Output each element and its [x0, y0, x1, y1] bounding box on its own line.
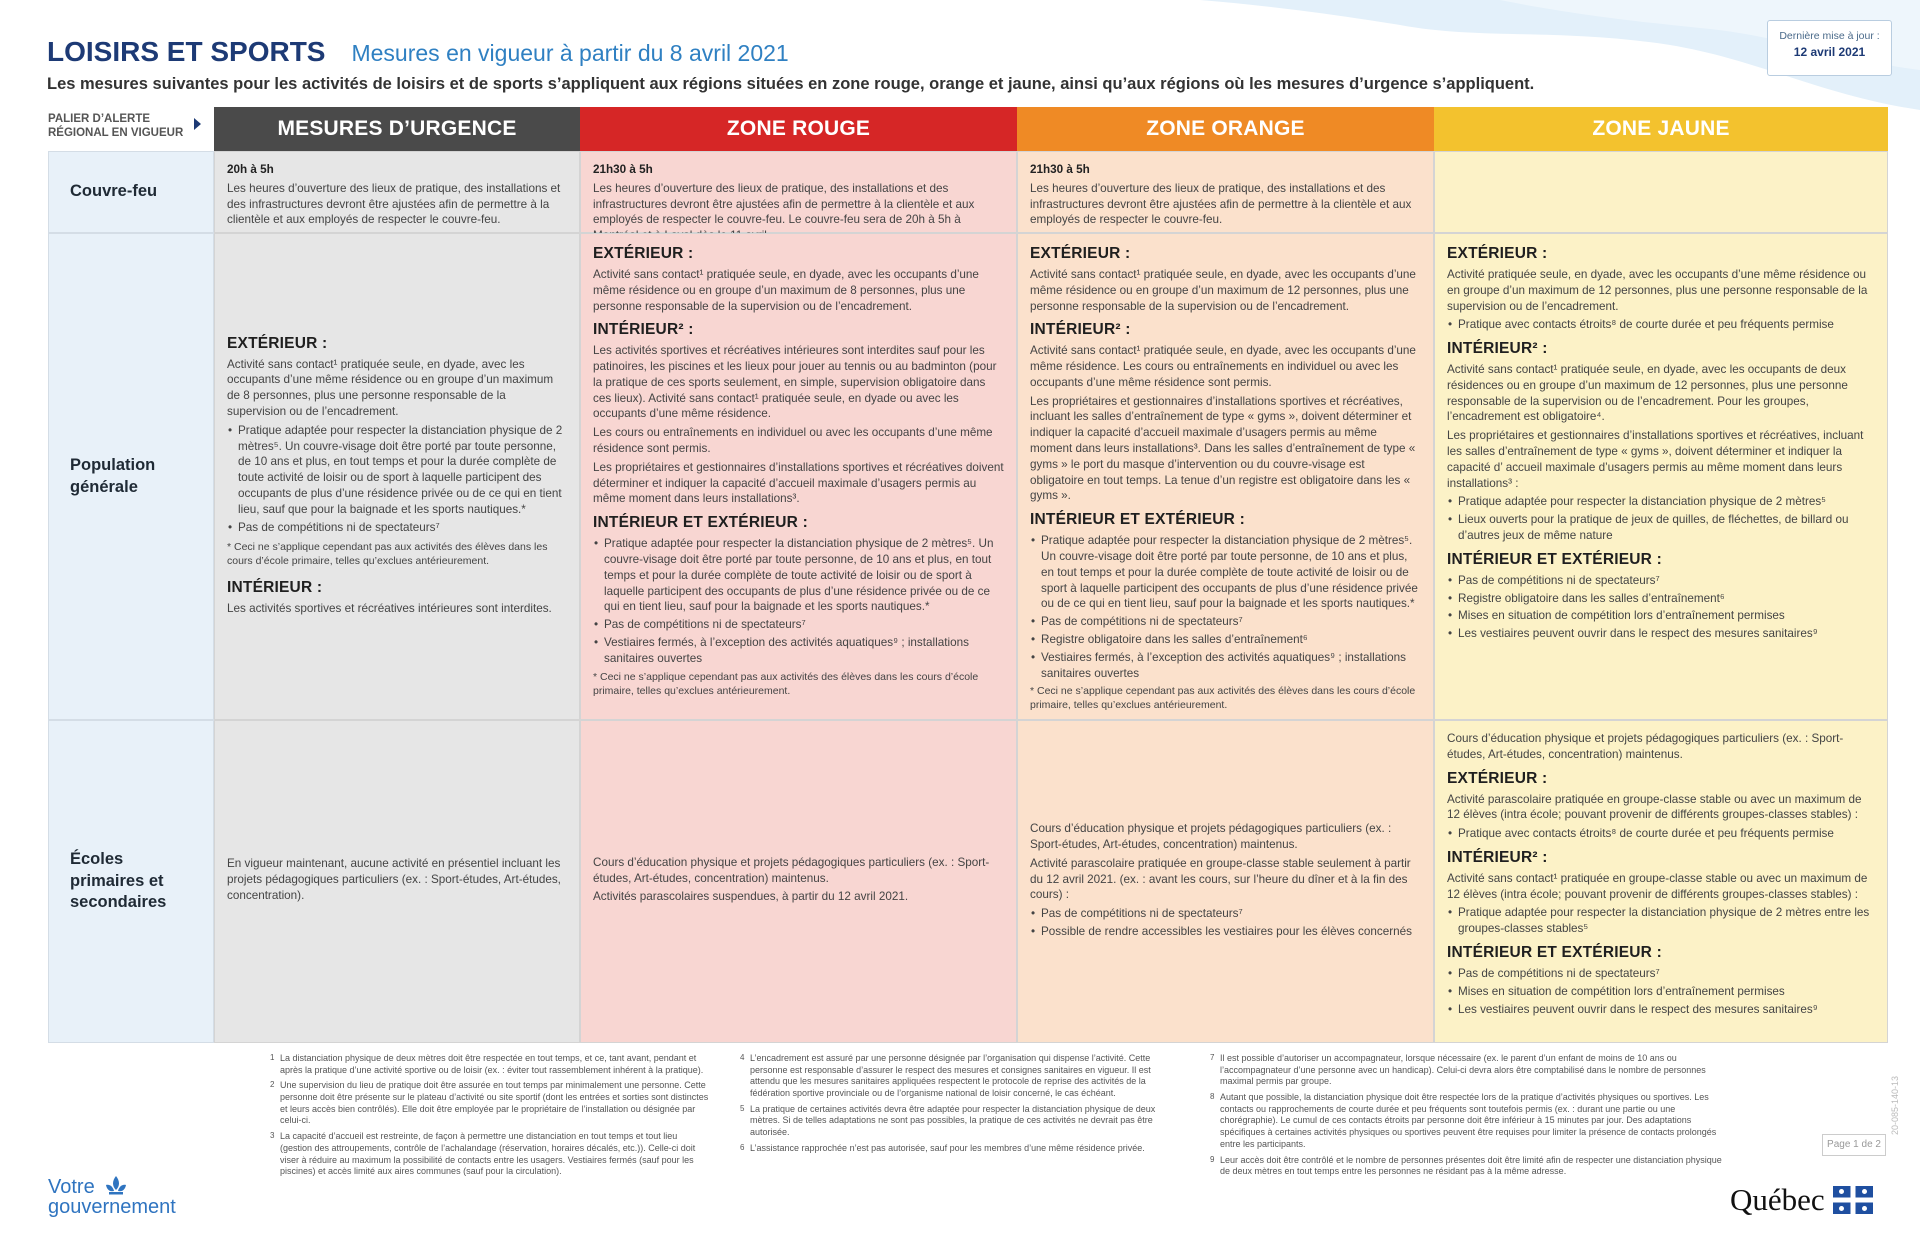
- section-text: Activité sans contact¹ pratiquée seule, en dyade, avec les occupants d’une même résidence ou en groupe d’un maximum de 12 personnes, plus une personne responsable de la supervision ou de l’encadrement.: [1030, 267, 1416, 313]
- quebec-flag-icon: [1833, 1186, 1873, 1214]
- footnote: [270, 1131, 710, 1178]
- palier-line-2: RÉGIONAL EN VIGUEUR: [48, 127, 184, 140]
- intro-text: Les mesures suivantes pour les activités de loisirs et de sports s’appliquent aux régions situées en zone rouge, orange et jaune, ainsi qu’aux régions où les mesures d’urgence s’appliquent.: [47, 75, 1535, 93]
- row-label-line: secondaires: [70, 893, 167, 912]
- update-date: 12 avril 2021: [1793, 45, 1866, 59]
- curfew-time: 21h30 à 5h: [1030, 163, 1090, 176]
- curfew-text: Les heures d’ouverture des lieux de pratique, des installations et des infrastructures devront être ajustées afin de permettre à la clientèle et aux employés de respecter le couvre-feu. Le couvre-feu sera de 20h à 5h à: [593, 181, 975, 227]
- section-text: Les propriétaires et gestionnaires d’installations sportives et récréatives, incluant les salles d’entraînement de type « gyms », doivent déterminer et indiquer la capacité d’ accueil maximale d’usagers permis au même moment dans leurs installations³ :: [1447, 429, 1864, 490]
- section-text: Les cours ou entraînements en individuel ou avec les occupants d’une même résidence sont permis.: [593, 426, 993, 456]
- bullet-list: [1030, 533, 1421, 681]
- footnote: [740, 1143, 1180, 1155]
- arrow-right-icon: [194, 118, 201, 130]
- quebec-wordmark: Québec: [1730, 1182, 1825, 1217]
- bullet-list: [1447, 317, 1875, 333]
- list-item: • Pratique avec contacts étroits⁸ de courte durée et peu fréquents permise: [1447, 317, 1875, 333]
- list-item: • Pas de compétitions ni de spectateurs⁷: [1030, 614, 1421, 630]
- bullet-list: [1447, 573, 1875, 642]
- row-label-line: Écoles: [70, 850, 124, 869]
- section-text: Les propriétaires et gestionnaires d’installations sportives et récréatives doivent déterminer et indiquer la capacité d’accueil maximale d’usagers permis au même moment dans leurs installations³.: [593, 460, 1004, 506]
- footnote-number: 1: [270, 1053, 275, 1062]
- footnote-column: [270, 1053, 710, 1182]
- footnote: [270, 1053, 710, 1076]
- footnote-text: Leur accès doit être contrôlé et le nombre de personnes présentes doit être limité afin de respecter une distanciation physique de deux mètres en tout temps entre les personnes ne résidant pas à la même adresse.: [1220, 1154, 1722, 1177]
- section-title: INTÉRIEUR ET EXTÉRIEUR :: [593, 514, 808, 532]
- section-title: EXTÉRIEUR :: [593, 245, 694, 262]
- page-title: LOISIRS ET SPORTS: [47, 36, 326, 67]
- footnote-number: 2: [270, 1080, 275, 1090]
- bullet-list: [1030, 906, 1421, 942]
- list-item: • Pratique adaptée pour respecter la distanciation physique de 2 mètres⁵: [1447, 494, 1875, 510]
- row-label-line: Population: [70, 456, 156, 475]
- list-item: • Mises en situation de compétition lors d’entraînement permises: [1447, 608, 1875, 624]
- last-update-box: [1767, 20, 1892, 76]
- section-title: EXTÉRIEUR :: [1447, 769, 1548, 787]
- cell-ecoles-jaune: [1434, 720, 1888, 1043]
- list-item: • Pratique adaptée pour respecter la distanciation physique de 2 mètres⁵. Un couvre-visage doit être porté par toute personne, de 10 ans et plus, en tout temps et pour la durée complète de toute activité de loisir ou de sport à laquelle participent des occupants de plus d’une résidence privée ou de ce qui en tient lieu, sauf pour la baignade et les sports nautiques.*: [593, 536, 1004, 615]
- list-item: • Vestiaires fermés, à l’exception des activités aquatiques⁹ ; installations sanitaires ouvertes: [593, 635, 1004, 667]
- section-title: INTÉRIEUR² :: [1030, 321, 1131, 339]
- section-text: Les activités sportives et récréatives intérieures sont interdites sauf pour les patinoires, les piscines et les lieux pour jouer au tennis ou au badminton (pour la pratique de ces sports seulement, en simple, supervision obligatoire dans ces lieux). Activité sans contact¹ pratiquée seule, en dyade ou avec les occupants d’une même résidence.: [593, 344, 997, 421]
- list-item: • Pas de compétitions ni de spectateurs⁷: [1447, 573, 1875, 589]
- section-text: Activité sans contact¹ pratiquée seule, en dyade, avec les occupants de deux résidences ou en groupe d’un maximum de 12 personnes, plus une personne responsable de la supervision ou de l’encadrement. Pour les groupes, l’encadrement est obligatoire⁴.: [1447, 363, 1848, 424]
- footnote-number: 9: [1210, 1154, 1215, 1164]
- list-item: • Registre obligatoire dans les salles d’entraînement⁶: [1447, 591, 1875, 607]
- footnote-text: Autant que possible, la distanciation physique doit être respectée lors de la pratique d’activités physiques ou sportives. Les contacts ou rapprochements de courte durée et peu fréquents sont toutefois permis (ex. : durant une partie ou une chorégraphie). Le cumul de ces contacts étroits par personne doit être inférieur à 15 minutes par jour. Des adaptations spécifiques à certaines activités physiques ou sportives peuvent être requises pour limiter la présence de contacts prolongés entre les participants.: [1220, 1092, 1717, 1149]
- asterisk-note: * Ceci ne s’applique cependant pas aux activités des élèves dans les cours d’école primaire, telles qu’exclues antérieurement.: [227, 541, 548, 568]
- votre-gouvernement-logo: [48, 1175, 176, 1217]
- update-label: Dernière mise à jour :: [1779, 30, 1880, 42]
- footnote-number: 6: [740, 1142, 745, 1152]
- curfew-time: 21h30 à 5h: [593, 163, 653, 176]
- footnote-text: Il est possible d’autoriser un accompagnateur, lorsque nécessaire (ex. le parent d’un enfant de moins de 10 ans ou l’accompagnateur d’une personne avec un handicap). Celui-ci devra alors être comptabilisé dans le nombre de personnes maximal permis par groupe.: [1220, 1053, 1706, 1087]
- section-text: Cours d’éducation physique et projets pédagogiques particuliers (ex. : Sport-études, Art-études, concentration) maintenus.: [1030, 822, 1392, 851]
- section-text: Cours d’éducation physique et projets pédagogiques particuliers (ex. : Sport-études, Art-études, concentration) maintenus.: [593, 855, 990, 885]
- document-code: 20-085-140-13: [1890, 1075, 1900, 1135]
- section-title: INTÉRIEUR² :: [1447, 848, 1548, 866]
- section-title: INTÉRIEUR ET EXTÉRIEUR :: [1030, 511, 1245, 529]
- list-item: • Mises en situation de compétition lors d’entraînement permises: [1447, 984, 1875, 1000]
- cell-population-urgence: [214, 233, 580, 720]
- list-item: • Pratique adaptée pour respecter la distanciation physique de 2 mètres⁵. Un couvre-visage doit être porté par toute personne, de 10 ans et plus, en tout temps et pour la durée complète de toute activité de loisir ou de sport à laquelle participent des occupants de plus d’une résidence privée ou de ce qui en tient lieu, sauf que pour la baignade et les sports nautiques.*: [227, 423, 567, 518]
- column-header-rouge: ZONE ROUGE: [580, 107, 1017, 151]
- footnote-text: L’encadrement est assuré par une personne désignée par l’organisation qui dispense l’activité. Cette personne est responsable d’assurer le respect des mesures et consignes sanitaires en vigueur. Il est attendu que les mesures sanitaires appliquées respectent le protocole de reprise des activités de la fédération sportive provinciale ou de l’organisme national de loisir concerné, le cas échéant.: [750, 1053, 1151, 1099]
- row-label-ecoles: [48, 720, 214, 1043]
- section-text: Les propriétaires et gestionnaires d’installations sportives et récréatives, incluant les salles d’entraînement de type « gyms », doivent déterminer et indiquer la capacité d’accueil maximale d’usagers permis au même moment dans leurs installations³. Dans les salles d’entraînement de type « gyms » le port du masque d’intervention ou du couvre-visage est obligatoire en tout temps. La tenue d’un registre est obligatoire dans les « gyms ».: [1030, 394, 1416, 503]
- cell-ecoles-orange: [1017, 720, 1434, 1043]
- section-title: INTÉRIEUR² :: [1447, 340, 1548, 358]
- list-item: • Lieux ouverts pour la pratique de jeux de quilles, de fléchettes, de billard ou d’autres jeux de même nature: [1447, 512, 1875, 544]
- section-text: En vigueur maintenant, aucune activité en présentiel incluant les projets pédagogiques particuliers (ex. : Sport-études, Art-études, concentration).: [227, 857, 561, 902]
- cell-couvre-feu-urgence: [214, 151, 580, 233]
- footnote: [1210, 1155, 1730, 1178]
- column-header-urgence: MESURES D’URGENCE: [214, 107, 580, 151]
- footnote-number: 8: [1210, 1092, 1215, 1102]
- page-subtitle: Mesures en vigueur à partir du 8 avril 2021: [351, 40, 789, 66]
- cell-population-rouge: [580, 233, 1017, 720]
- footnote-number: 5: [740, 1103, 745, 1113]
- section-title: INTÉRIEUR² :: [593, 321, 694, 339]
- section-text: Cours d’éducation physique et projets pédagogiques particuliers (ex. : Sport-études, Art-études, concentration) maintenus.: [1447, 732, 1844, 761]
- list-item: • Pas de compétitions ni de spectateurs⁷: [1447, 966, 1875, 982]
- row-label-couvre-feu: Couvre-feu: [48, 151, 214, 233]
- section-text: Les activités sportives et récréatives intérieures sont interdites.: [227, 601, 552, 615]
- footnote: [1210, 1053, 1730, 1088]
- list-item: • Vestiaires fermés, à l’exception des activités aquatiques⁹ ; installations sanitaires ouvertes: [1030, 650, 1421, 682]
- footnote-text: L’assistance rapprochée n’est pas autorisée, sauf pour les membres d’une même résidence privée.: [750, 1142, 1145, 1153]
- asterisk-note: * Ceci ne s’applique cependant pas aux activités des élèves dans les cours d’école primaire, telles qu’exclues antérieurement.: [1030, 685, 1416, 712]
- list-item: • Pratique avec contacts étroits⁸ de courte durée et peu fréquents permise: [1447, 826, 1875, 842]
- section-text: Activité sans contact¹ pratiquée seule, en dyade, avec les occupants d’une même résidence ou en groupe d’un maximum de 8 personnes, plus une personne responsable de la supervision ou de l’encadrement.: [227, 357, 554, 418]
- measures-table: [48, 107, 1888, 1043]
- cell-population-orange: [1017, 233, 1434, 720]
- bullet-list: [1447, 826, 1875, 842]
- list-item: • Pratique adaptée pour respecter la distanciation physique de 2 mètres entre les groupes-classes stables⁵: [1447, 905, 1875, 937]
- footnote-number: 4: [740, 1053, 745, 1062]
- column-header-orange: ZONE ORANGE: [1017, 107, 1434, 151]
- cell-couvre-feu-rouge: [580, 151, 1017, 233]
- section-text: Activité parascolaire pratiquée en groupe-classe stable seulement à partir du 12 avril 2021. (ex. : avant les cours, sur l’heure du dîner et à la fin des cours) :: [1030, 856, 1411, 902]
- list-item: • Les vestiaires peuvent ouvrir dans le respect des mesures sanitaires⁹: [1447, 1002, 1875, 1018]
- list-item: • Possible de rendre accessibles les vestiaires pour les élèves concernés: [1030, 924, 1421, 940]
- footnote-text: La capacité d’accueil est restreinte, de façon à permettre une distanciation en tout temps et tout lieu (gestion des attroupements, contrôle de l’achalandage (réservation, horaires décalés, etc.)). Celle-ci doit viser à réduire au maximum la possibilité de contacts entre les usagers. Vestiaires fermés (sauf pour les piscines) et accès limité aux aires communes (sauf pour la circulation).: [280, 1131, 696, 1177]
- page-indicator: Page 1 de 2: [1822, 1134, 1886, 1156]
- cell-ecoles-rouge: [580, 720, 1017, 1043]
- cell-couvre-feu-orange: [1017, 151, 1434, 233]
- section-text: Activité sans contact¹ pratiquée en groupe-classe stable ou avec un maximum de 12 élèves (intra école; pouvant provenir de différents groupes-classes stables) :: [1447, 871, 1868, 901]
- footnote-text: La distanciation physique de deux mètres doit être respectée en tout temps, et ce, tant avant, pendant et après la pratique d’une activité sportive ou de loisir (ex. : éviter tout rassemblement inhérent à la pratique).: [280, 1053, 704, 1075]
- row-label-population: [48, 233, 214, 720]
- section-text: Activités parascolaires suspendues, à partir du 12 avril 2021.: [593, 890, 909, 904]
- list-item: • Les vestiaires peuvent ouvrir dans le respect des mesures sanitaires⁹: [1447, 626, 1875, 642]
- palier-header: [48, 107, 214, 151]
- curfew-time: 20h à 5h: [227, 163, 274, 176]
- row-label-line: générale: [70, 477, 138, 496]
- section-title: INTÉRIEUR ET EXTÉRIEUR :: [1447, 944, 1662, 962]
- cell-population-jaune: [1434, 233, 1888, 720]
- footnote: [740, 1104, 1180, 1139]
- footnote: [1210, 1092, 1730, 1150]
- palier-line-1: PALIER D’ALERTE: [48, 113, 151, 125]
- column-header-jaune: ZONE JAUNE: [1434, 107, 1888, 151]
- footnote: [270, 1080, 710, 1127]
- bullet-list: [593, 536, 1004, 666]
- footnote-text: La pratique de certaines activités devra être adaptée pour respecter la distanciation physique de deux mètres. Si de telles adaptations ne sont pas possibles, la pratique de ces activités ne devrait pas être autorisée.: [750, 1103, 1156, 1138]
- section-text: Activité sans contact¹ pratiquée seule, en dyade, avec les occupants d’une même résidence. Les cours ou entraînements en individuel ou avec les occupants d’une même résidence sont permis.: [1030, 344, 1416, 389]
- cell-ecoles-urgence: [214, 720, 580, 1043]
- logo-word: gouvernement: [48, 1196, 176, 1218]
- asterisk-note: * Ceci ne s’applique cependant pas aux activités des élèves dans les cours d’école primaire, telles qu’exclues antérieurement.: [593, 670, 979, 697]
- section-title: EXTÉRIEUR :: [1030, 245, 1131, 262]
- bullet-list: [1447, 905, 1875, 937]
- bullet-list: [1447, 494, 1875, 543]
- row-label-line: primaires et: [70, 871, 164, 890]
- section-text: Activité pratiquée seule, en dyade, avec les occupants d’une même résidence ou en groupe d’un maximum de 12 personnes, plus une personne responsable de la supervision ou de l’encadrement.: [1447, 267, 1868, 313]
- footnote-text: Une supervision du lieu de pratique doit être assurée en tout temps par minimalement une personne. Cette personne doit être présente sur le plateau d’activité ou site sportif (dont les entrées et sorties sont distinctes et leurs accès bien contrôlés). Elle doit être employée par le propriétaire de l’installation ou désignée par celui-ci.: [280, 1080, 709, 1126]
- logo-word: Votre: [48, 1176, 95, 1198]
- footnote-number: 3: [270, 1131, 275, 1141]
- footnote-number: 7: [1210, 1053, 1215, 1062]
- list-item: • Pas de compétitions ni de spectateurs⁷: [227, 520, 567, 536]
- list-item: • Registre obligatoire dans les salles d’entraînement⁶: [1030, 632, 1421, 648]
- section-title: INTÉRIEUR :: [227, 578, 323, 596]
- footnote-column: [1210, 1053, 1730, 1182]
- footnote: [740, 1053, 1180, 1100]
- curfew-text: Les heures d’ouverture des lieux de pratique, des installations et des infrastructures devront être ajustées afin de permettre à la clientèle et aux employés de respecter le couvre-feu.: [227, 181, 561, 227]
- cell-couvre-feu-jaune: [1434, 151, 1888, 233]
- bullet-list: [1447, 966, 1875, 1017]
- title-row: [47, 36, 789, 68]
- section-title: EXTÉRIEUR :: [227, 334, 328, 352]
- fleur-de-lys-icon: [101, 1175, 131, 1197]
- section-title: EXTÉRIEUR :: [1447, 245, 1548, 262]
- quebec-logo: [1730, 1182, 1873, 1218]
- bullet-list: [227, 423, 567, 538]
- list-item: • Pas de compétitions ni de spectateurs⁷: [593, 617, 1004, 633]
- list-item: • Pratique adaptée pour respecter la distanciation physique de 2 mètres⁵. Un couvre-visage doit être porté par toute personne, de 10 ans et plus, en tout temps et pour la durée complète de toute activité de loisir ou de sport à laquelle participent des occupants de plus d’une résidence privée ou de ce qui en tient lieu, sauf pour la baignade et les sports nautiques.*: [1030, 533, 1421, 612]
- section-text: Activité parascolaire pratiquée en groupe-classe stable ou avec un maximum de 12 élèves (intra école; pouvant provenir de différents groupes-classes stables) :: [1447, 792, 1862, 822]
- list-item: • Pas de compétitions ni de spectateurs⁷: [1030, 906, 1421, 922]
- footnote-column: [740, 1053, 1180, 1159]
- curfew-text: Les heures d’ouverture des lieux de pratique, des installations et des infrastructures devront être ajustées afin de permettre à la clientèle et aux employés de respecter le couvre-feu.: [1030, 181, 1412, 227]
- section-text: Activité sans contact¹ pratiquée seule, en dyade, avec les occupants d’une même résidence ou en groupe d’un maximum de 8 personnes, plus une personne responsable de la supervision ou de l’encadrement.: [593, 267, 979, 313]
- section-title: INTÉRIEUR ET EXTÉRIEUR :: [1447, 550, 1662, 568]
